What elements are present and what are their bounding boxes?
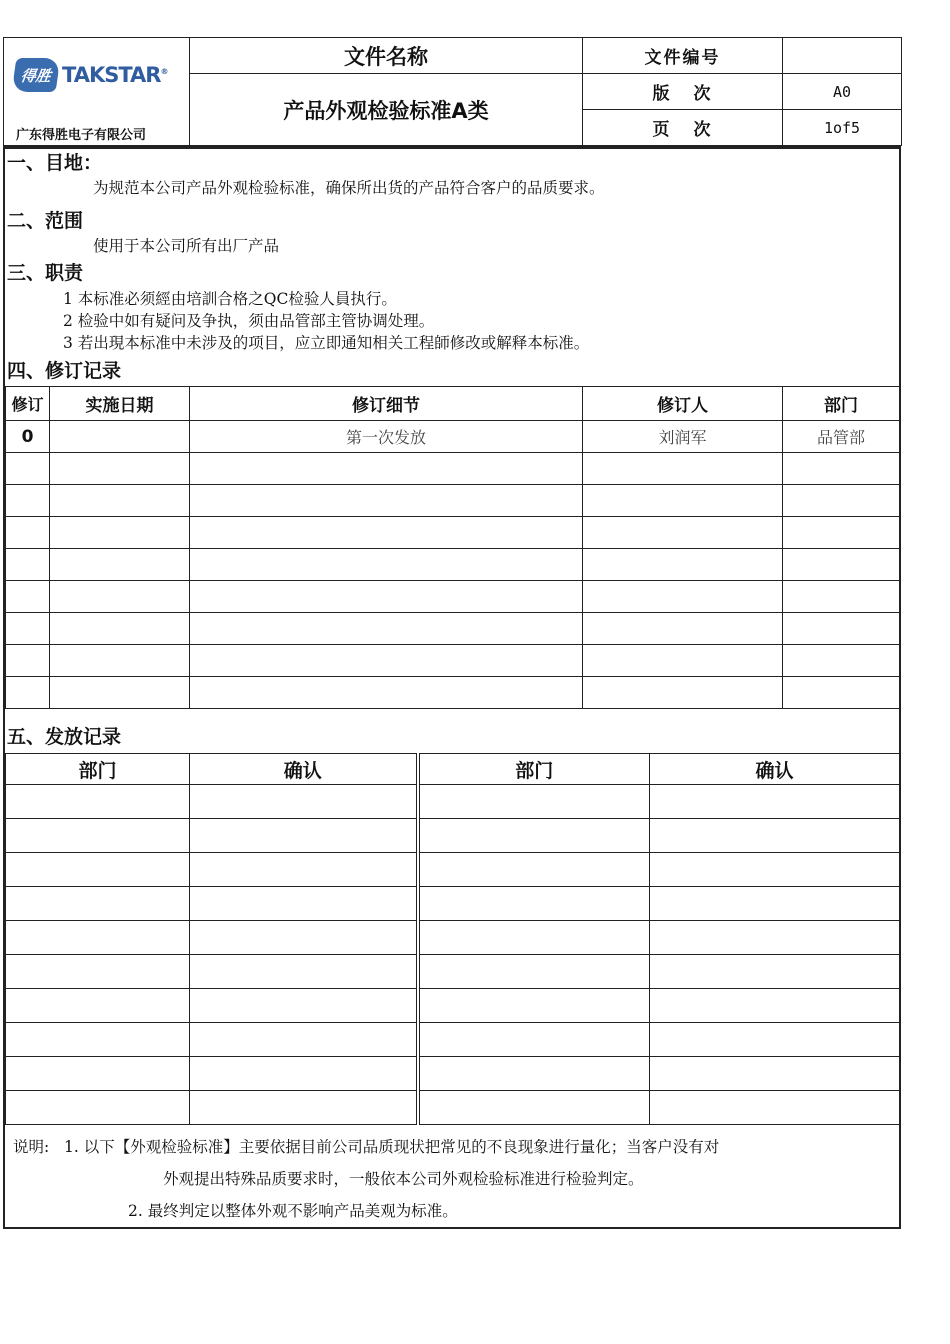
revision-cell[interactable] <box>583 613 783 645</box>
revision-cell[interactable]: 第一次发放 <box>190 421 583 453</box>
revision-cell[interactable] <box>583 677 783 709</box>
table-row <box>6 677 900 709</box>
distribution-cell[interactable] <box>650 989 900 1023</box>
distribution-cell[interactable] <box>190 955 418 989</box>
distribution-table <box>5 753 900 1125</box>
revision-cell[interactable] <box>50 549 190 581</box>
revision-cell[interactable] <box>190 613 583 645</box>
table-row <box>6 887 900 921</box>
revision-cell[interactable] <box>6 645 50 677</box>
page-value: 1of5 <box>783 110 902 146</box>
distribution-cell[interactable] <box>190 1023 418 1057</box>
revision-cell[interactable]: 0 <box>6 421 50 453</box>
revision-cell[interactable] <box>783 613 900 645</box>
revision-cell[interactable] <box>783 581 900 613</box>
distribution-cell[interactable] <box>418 955 650 989</box>
revision-cell[interactable] <box>190 549 583 581</box>
table-row <box>6 453 900 485</box>
distribution-cell[interactable] <box>6 785 190 819</box>
revision-cell[interactable] <box>583 549 783 581</box>
revision-heading: 四、修订记录 <box>7 360 122 382</box>
distribution-header-cell: 确认 <box>190 754 418 785</box>
distribution-cell[interactable] <box>190 819 418 853</box>
table-row <box>6 1091 900 1125</box>
revision-cell[interactable] <box>6 549 50 581</box>
table-row <box>6 853 900 887</box>
distribution-cell[interactable] <box>190 921 418 955</box>
scope-text: 使用于本公司所有出厂产品 <box>93 237 280 255</box>
revision-table <box>5 386 900 709</box>
distribution-cell[interactable] <box>650 887 900 921</box>
distribution-cell[interactable] <box>418 785 650 819</box>
revision-cell[interactable] <box>6 677 50 709</box>
distribution-header-row <box>6 754 900 785</box>
revision-cell[interactable] <box>783 677 900 709</box>
note-item-1-continued: 外观提出特殊品质要求时，一般依本公司外观检验标准进行检验判定。 <box>163 1170 644 1188</box>
distribution-cell[interactable] <box>418 1023 650 1057</box>
distribution-cell[interactable] <box>418 887 650 921</box>
distribution-header-cell: 确认 <box>650 754 900 785</box>
doc-title: 产品外观检验标准A类 <box>190 74 583 146</box>
distribution-cell[interactable] <box>6 887 190 921</box>
distribution-cell[interactable] <box>650 785 900 819</box>
revision-header-row <box>6 387 900 421</box>
revision-cell[interactable] <box>6 453 50 485</box>
purpose-heading: 一、目地： <box>7 152 103 174</box>
distribution-cell[interactable] <box>650 955 900 989</box>
revision-cell[interactable] <box>190 517 583 549</box>
file-name-label: 文件名称 <box>190 38 583 74</box>
revision-cell[interactable] <box>583 485 783 517</box>
revision-cell[interactable] <box>190 581 583 613</box>
distribution-cell[interactable] <box>6 921 190 955</box>
distribution-header-cell: 部门 <box>418 754 650 785</box>
distribution-cell[interactable] <box>190 887 418 921</box>
distribution-heading: 五、发放记录 <box>7 726 122 748</box>
revision-cell[interactable] <box>50 677 190 709</box>
distribution-cell[interactable] <box>650 1023 900 1057</box>
table-row <box>6 549 900 581</box>
distribution-cell[interactable] <box>418 921 650 955</box>
distribution-cell[interactable] <box>418 1091 650 1125</box>
revision-cell[interactable]: 刘润军 <box>583 421 783 453</box>
revision-cell[interactable] <box>190 485 583 517</box>
revision-header-cell: 部门 <box>783 387 900 421</box>
distribution-cell[interactable] <box>6 1091 190 1125</box>
distribution-cell[interactable] <box>650 1091 900 1125</box>
revision-header-cell: 修订 <box>6 387 50 421</box>
table-row <box>6 1057 900 1091</box>
page-label: 页 次 <box>583 110 783 146</box>
scope-heading: 二、范围 <box>7 210 84 232</box>
notes-line-1 <box>13 1131 899 1163</box>
revision-cell[interactable] <box>783 645 900 677</box>
table-row <box>6 785 900 819</box>
revision-cell[interactable] <box>190 453 583 485</box>
revision-header-cell: 实施日期 <box>50 387 190 421</box>
revision-cell[interactable] <box>50 421 190 453</box>
note-item-2: 2. 最终判定以整体外观不影响产品美观为标准。 <box>128 1202 458 1220</box>
revision-cell[interactable] <box>190 677 583 709</box>
revision-cell[interactable] <box>6 485 50 517</box>
notes <box>5 1125 899 1227</box>
distribution-cell[interactable] <box>418 1057 650 1091</box>
duty-item: 3 若出現本标准中未涉及的项目，应立即通知相关工程師修改或解释本标准。 <box>63 334 590 352</box>
distribution-cell[interactable] <box>190 989 418 1023</box>
file-no-value <box>783 38 902 74</box>
table-row <box>6 485 900 517</box>
duty-item: 2 检验中如有疑问及争执，须由品管部主管协调处理。 <box>63 312 435 330</box>
revision-header-cell: 修订细节 <box>190 387 583 421</box>
distribution-header-cell: 部门 <box>6 754 190 785</box>
distribution-cell[interactable] <box>650 1057 900 1091</box>
revision-cell[interactable] <box>6 613 50 645</box>
distribution-cell[interactable] <box>190 1057 418 1091</box>
revision-cell[interactable] <box>50 517 190 549</box>
table-row <box>6 989 900 1023</box>
table-row <box>6 921 900 955</box>
table-row <box>6 613 900 645</box>
revision-cell[interactable] <box>50 645 190 677</box>
distribution-cell[interactable] <box>650 853 900 887</box>
revision-cell[interactable] <box>783 549 900 581</box>
revision-header-cell: 修订人 <box>583 387 783 421</box>
file-no-label: 文件编号 <box>583 38 783 74</box>
revision-cell[interactable] <box>50 485 190 517</box>
version-label: 版 次 <box>583 74 783 110</box>
distribution-cell[interactable] <box>650 921 900 955</box>
revision-cell[interactable] <box>50 613 190 645</box>
takstar-logo <box>14 58 167 92</box>
duty-item: 1 本标准必须經由培訓合格之QC检验人員执行。 <box>63 290 397 308</box>
distribution-cell[interactable] <box>190 1091 418 1125</box>
logo-badge: 得胜 <box>12 58 61 92</box>
document-body <box>3 146 901 1229</box>
revision-cell[interactable] <box>583 453 783 485</box>
revision-cell[interactable] <box>50 453 190 485</box>
table-row <box>6 517 900 549</box>
logo-brand: TAKSTAR® <box>62 63 168 87</box>
distribution-cell[interactable] <box>650 819 900 853</box>
version-value: A0 <box>783 74 902 110</box>
distribution-cell[interactable] <box>6 819 190 853</box>
document-sheet <box>3 37 901 1229</box>
table-row <box>6 645 900 677</box>
notes-label: 说明: <box>13 1138 50 1156</box>
table-row <box>6 581 900 613</box>
revision-cell[interactable] <box>6 581 50 613</box>
revision-cell[interactable] <box>50 581 190 613</box>
document-header <box>3 37 902 146</box>
table-row <box>6 1023 900 1057</box>
distribution-cell[interactable] <box>6 1023 190 1057</box>
logo-cell <box>4 38 190 146</box>
duty-heading: 三、职责 <box>7 262 84 284</box>
distribution-cell[interactable] <box>418 819 650 853</box>
revision-cell[interactable] <box>783 453 900 485</box>
distribution-cell[interactable] <box>190 785 418 819</box>
purpose-text: 为规范本公司产品外观检验标准，确保所出货的产品符合客户的品质要求。 <box>93 179 605 197</box>
revision-cell[interactable] <box>6 517 50 549</box>
revision-cell[interactable] <box>783 485 900 517</box>
revision-cell[interactable] <box>583 517 783 549</box>
revision-cell[interactable] <box>190 645 583 677</box>
revision-cell[interactable] <box>583 645 783 677</box>
revision-cell[interactable] <box>583 581 783 613</box>
table-row <box>6 819 900 853</box>
table-row <box>6 421 900 453</box>
distribution-cell[interactable] <box>6 1057 190 1091</box>
revision-cell[interactable]: 品管部 <box>783 421 900 453</box>
distribution-cell[interactable] <box>6 955 190 989</box>
revision-cell[interactable] <box>783 517 900 549</box>
table-row <box>6 955 900 989</box>
distribution-cell[interactable] <box>6 853 190 887</box>
note-item-1: 1. 以下【外观检验标准】主要依据目前公司品质现状把常见的不良现象进行量化；当客户没有对 <box>64 1138 720 1156</box>
distribution-cell[interactable] <box>418 989 650 1023</box>
distribution-cell[interactable] <box>6 989 190 1023</box>
distribution-cell[interactable] <box>418 853 650 887</box>
company-name: 广东得胜电子有限公司 <box>16 128 147 143</box>
distribution-cell[interactable] <box>190 853 418 887</box>
